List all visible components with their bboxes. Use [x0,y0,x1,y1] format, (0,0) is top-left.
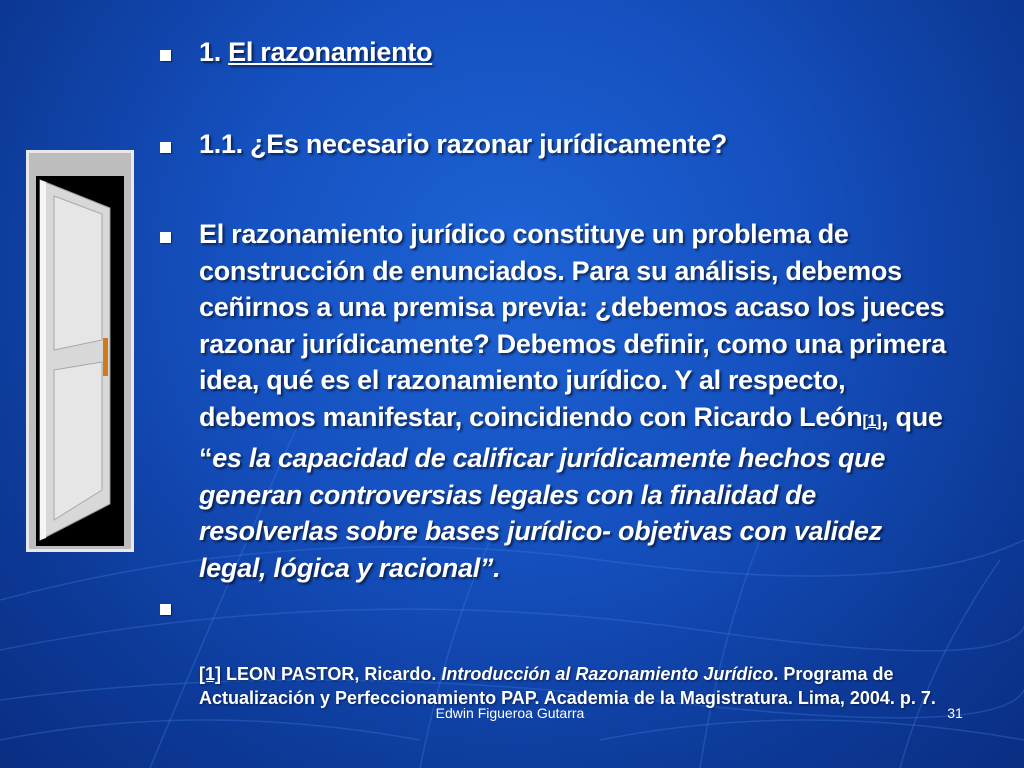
empty-bullet-row [160,604,171,615]
door-knob [103,338,108,376]
footnote: [1] LEON PASTOR, Ricardo. Introducción al Razonamiento Jurídico. Programa de Actualización y Perfeccionamiento PAP. Academia de la Magistratura. Lima, 2004. p. 7. [199,664,936,708]
paragraph: El razonamiento jurídico constituye un problema de construcción de enunciados. Para su análisis, debemos ceñirnos a una premisa previa: ¿debemos acaso los jueces razonar jurídicamente? Debemos definir, como una primera idea, qué es el razonamiento jurídico. Y al respecto, debemos manifestar, coincidiendo con Ricardo León[1], que “es la capacidad de calificar jurídicamente hechos que generan controversias legales con la finalidad de resolverlas sobre bases jurídico- objetivas con validez legal, lógica y racional”. [199,216,999,586]
subheading-row [160,126,727,163]
quote: “es la capacidad de calificar jurídicamente hechos que [199,443,886,473]
square-bullet-icon [160,232,171,243]
square-bullet-icon [160,604,171,615]
square-bullet-icon [160,50,171,61]
subheading: 1.1. ¿Es necesario razonar jurídicamente? [199,129,727,159]
heading-number: 1. [199,37,221,67]
footer-author: Edwin Figueroa Gutarra [435,705,585,721]
open-door-icon [26,150,134,552]
heading [199,34,432,71]
square-bullet-icon [160,142,171,153]
footnote-anchor-link[interactable]: [1] [199,664,221,684]
footnote-reference-link[interactable]: [1] [862,412,882,430]
heading-link[interactable]: El razonamiento [228,37,433,67]
heading-row [160,34,432,71]
page-number: 31 [947,705,963,721]
paragraph-row [160,216,999,586]
